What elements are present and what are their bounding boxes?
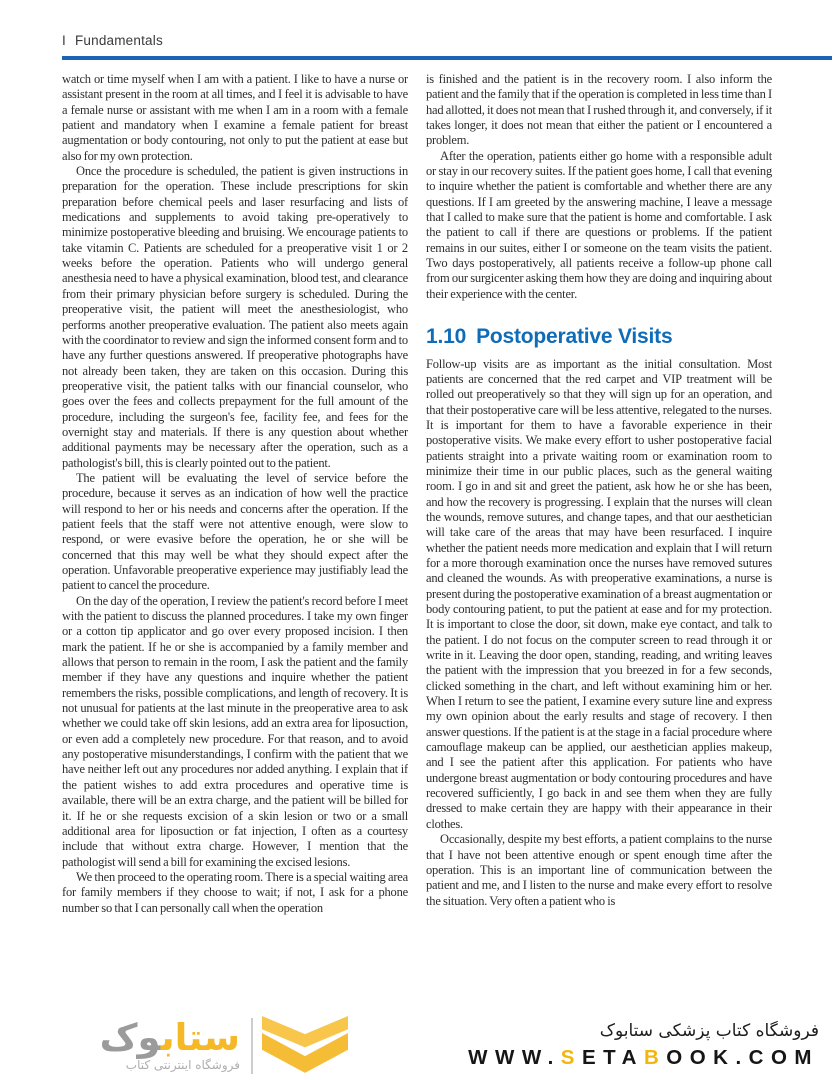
section-number: 1.10	[426, 325, 467, 349]
url-accent-s: S	[560, 1046, 582, 1069]
paragraph: Follow-up visits are as important as the initial consultation. Most patients are concerned that the red carpet and VIP treatment will be rolled out preoperatively so that they will sign up for an operation, and that their postoperative care will be less attentive, relegated to the nurses. It is important for them to have a favorable experience in their postoperative visits. We make every effort to usher postoperative facial patients straight into a private waiting room or examination room to minimize their time in our public places, such as the general waiting room. I go in and sit and greet the patient, ask how he or she has been, and how the recovery is progressing. I explain that the nurses will clean the wounds, remove sutures, and change tapes, and that our aesthetician will take care of the areas that may have been resurfaced. I inquire whether the patient needs more medication and explain that I will return for a more thorough examination once the nurses have removed sutures and cleaned the wounds. As with preoperative examinations, a nurse is present during the postoperative examination of a breast augmentation or body contouring patient, to put the patient at ease and for my protection. It is important to close the door, sit down, make eye contact, and talk to the patient. I do not focus on the computer screen to read through it or write in it. Leaving the door open, standing, reading, and writing leaves the patient with the impression that you breezed in for a few seconds, clicked something in the chart, and left without examining him or her. When I return to see the patient, I examine every suture line and express my own opinion about the early results and stage of recovery. I then answer questions. If the patient is at the stage in a facial procedure where camouflage makeup can be applied, our aesthetician applies makeup, and I see the patient after this application. For patients who have undergone breast augmentation or body contouring procedures and have recovered sufficiently, I go back in and see them when they are fully dressed to make certain they are happy with their appearance in their clothes.	[426, 356, 772, 831]
paragraph: watch or time myself when I am with a patient. I like to have a nurse or assistant present in the room at all times, and I feel it is advisable to have a female nurse or assistant with me when I am in a room with a female patient and mandatory when I examine a female patient for breast augmentation or body contouring, not only to put the patient at ease but also for my own protection.	[62, 72, 408, 163]
footer-store-info	[468, 1021, 819, 1070]
url-segment: OOK.COM	[666, 1046, 819, 1069]
right-column	[426, 72, 772, 1020]
setabook-wordmark	[62, 1016, 240, 1059]
paragraph: On the day of the operation, I review the patient's record before I meet with the patient to discuss the planned procedures. I take my own finger or a cotton tip applicator and go over every proposed incision. I then mark the patient. If he or she is accompanied by a family member and allows that person to remain in the room, I ask the patient and the family member if they have any questions and inquire whether the patient remembers the risks, possible complications, and length of recovery. It is not unusual for patients at the last minute in the preoperative area to ask whether we could take off skin lesions, add an extra area for liposuction, or even add a completely new procedure. For that reason, and to avoid any postoperative misunderstandings, I confirm with the patient that we have neither left out any procedures nor added anything. I explain that if the patient wishes to add extra procedures and operative time is available, there will be an extra charge, and the patient will be billed for it. If he or she requests excision of a skin lesion or two or a small additional area for liposuction or fat injection, I often as a courtesy include that without extra charge. However, I mention that the pathologist will send a bill for examining the excised lesions.	[62, 593, 408, 869]
section-title: Postoperative Visits	[476, 325, 673, 349]
wordmark-gray-part: وک	[99, 1016, 161, 1059]
setabook-logo	[62, 1016, 240, 1072]
logo-tagline: فروشگاه اینترنتی کتاب	[125, 1058, 240, 1072]
wordmark-yellow-part: ستاب	[160, 1016, 240, 1059]
page-footer	[0, 1010, 834, 1080]
paragraph: The patient will be evaluating the level of service before the procedure, because it serves as an indication of how well the practice will respond to her or his needs and concerns after the operation. If the patient feels that the staff were not attentive enough, were slow to respond, or were evasive before the operation, he or she will be concerned that this may well be what they should expect after the operation. Unfavorable preoperative experience may justifiably lead the patient to cancel the procedure.	[62, 470, 408, 593]
paragraph: We then proceed to the operating room. There is a special waiting area for family members if they choose to wait; if not, I ask for a phone number so that I can personally call when the operation	[62, 869, 408, 915]
paragraph: Occasionally, despite my best efforts, a patient complains to the nurse that I have not been attentive enough or spent enough time after the operation. This is an important line of communication between the patient and me, and I listen to the nurse and make every effort to resolve the situation. Very often a patient who is	[426, 832, 772, 908]
store-title-persian: فروشگاه کتاب پزشکی ستابوک	[599, 1021, 819, 1041]
part-number: I	[62, 33, 66, 48]
section-heading	[426, 325, 772, 349]
paragraph: Once the procedure is scheduled, the patient is given instructions in preparation for the operation. These include prescriptions for skin preparation before chemical peels and laser resurfacing and lists of medications and supplements to avoid taking pre-operatively to minimize postoperative bleeding and bruising. We encourage patients to take vitamin C. Patients are scheduled for a preoperative visit 1 or 2 weeks before the operation. Patients who will undergo general anesthesia need to have a physical examination, blood test, and clearance from their primary physician before surgery is scheduled. During the preoperative visit, the patient will meet the anesthesiologist, who performs another preoperative evaluation. The patient also meets again with the coordinator to review and sign the informed consent form and to have any further questions answered. If preoperative photographs have not already been taken, they are taken on this occasion. During this preoperative visit, the patient talks with our financial counselor, who goes over the fees and collects prepayment for the full amount of the procedure, including the surgeon's fee, facility fee, and fees for the overnight stay and materials. If there is any question about whether additional payments may be necessary after the operation, such as a pathologist's bill, this is clearly pointed out to the patient.	[62, 164, 408, 470]
url-segment: WWW.	[468, 1046, 561, 1069]
url-accent-b: B	[643, 1046, 667, 1069]
website-url	[468, 1046, 819, 1070]
setabook-chevron-icon	[262, 1016, 348, 1074]
left-column	[62, 72, 408, 1020]
paragraph: is finished and the patient is in the recovery room. I also inform the patient and the family that if the operation is completed in less time than I had allotted, it does not mean that I rushed through it, and conversely, if it takes longer, it does not mean that either the patient or I encountered a problem.	[426, 72, 772, 148]
page-body	[62, 72, 772, 1020]
running-head	[62, 33, 830, 48]
paragraph: After the operation, patients either go home with a responsible adult or stay in our recovery suites. If the patient goes home, I call that evening to inquire whether the patient is comfortable and whether there are any questions. If I am greeted by the answering machine, I leave a message that I called to make sure that the patient is home and comfortable. I ask the patient to call if there are questions or problems. If the patient remains in our suites, either I or someone on the team visits the patient. Two days postoperatively, all patients receive a follow-up phone call from our surgicenter asking them how they are doing and inquiring about their experience with the center.	[426, 148, 772, 301]
header-rule	[62, 56, 832, 60]
logo-divider	[251, 1018, 253, 1074]
running-head-title: Fundamentals	[74, 33, 163, 48]
url-segment: ETA	[581, 1046, 644, 1069]
